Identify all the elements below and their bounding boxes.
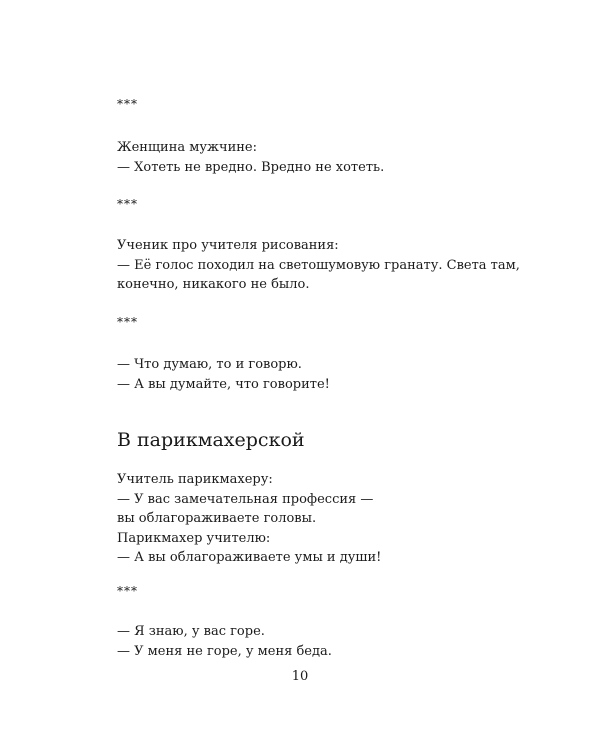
section-separator: ***	[117, 315, 138, 329]
text-line: вы облагораживаете головы.	[117, 511, 317, 526]
text-line: конечно, никакого не было.	[117, 277, 310, 292]
section-separator: ***	[117, 197, 138, 211]
text-line: — Я знаю, у вас горе.	[117, 624, 265, 639]
text-line: Парикмахер учителю:	[117, 530, 271, 546]
dialogue-block	[117, 355, 517, 394]
dialogue-block	[117, 236, 520, 295]
dialogue-block	[117, 138, 517, 177]
text-line: — У вас замечательная профессия —	[117, 491, 374, 507]
text-line: — А вы думайте, что говорите!	[117, 376, 330, 392]
text-line: — У меня не горе, у меня беда.	[117, 643, 332, 659]
section-heading: В парикмахерской	[117, 429, 305, 451]
section-separator: ***	[117, 584, 138, 598]
page-number: 10	[291, 669, 309, 684]
dialogue-block	[117, 622, 517, 661]
text-line: — Её голос походил на светошумовую гранату. Света там,	[117, 257, 520, 273]
section-separator: ***	[117, 97, 138, 111]
text-line: — Хотеть не вредно. Вредно не хотеть.	[117, 159, 385, 175]
text-line: — Что думаю, то и говорю.	[117, 357, 302, 372]
text-line: Учитель парикмахеру:	[117, 472, 273, 487]
text-line: Ученик про учителя рисования:	[117, 238, 339, 253]
text-line: — А вы облагораживаете умы и души!	[117, 550, 382, 565]
dialogue-block	[117, 470, 517, 568]
text-line: Женщина мужчине:	[117, 140, 257, 155]
